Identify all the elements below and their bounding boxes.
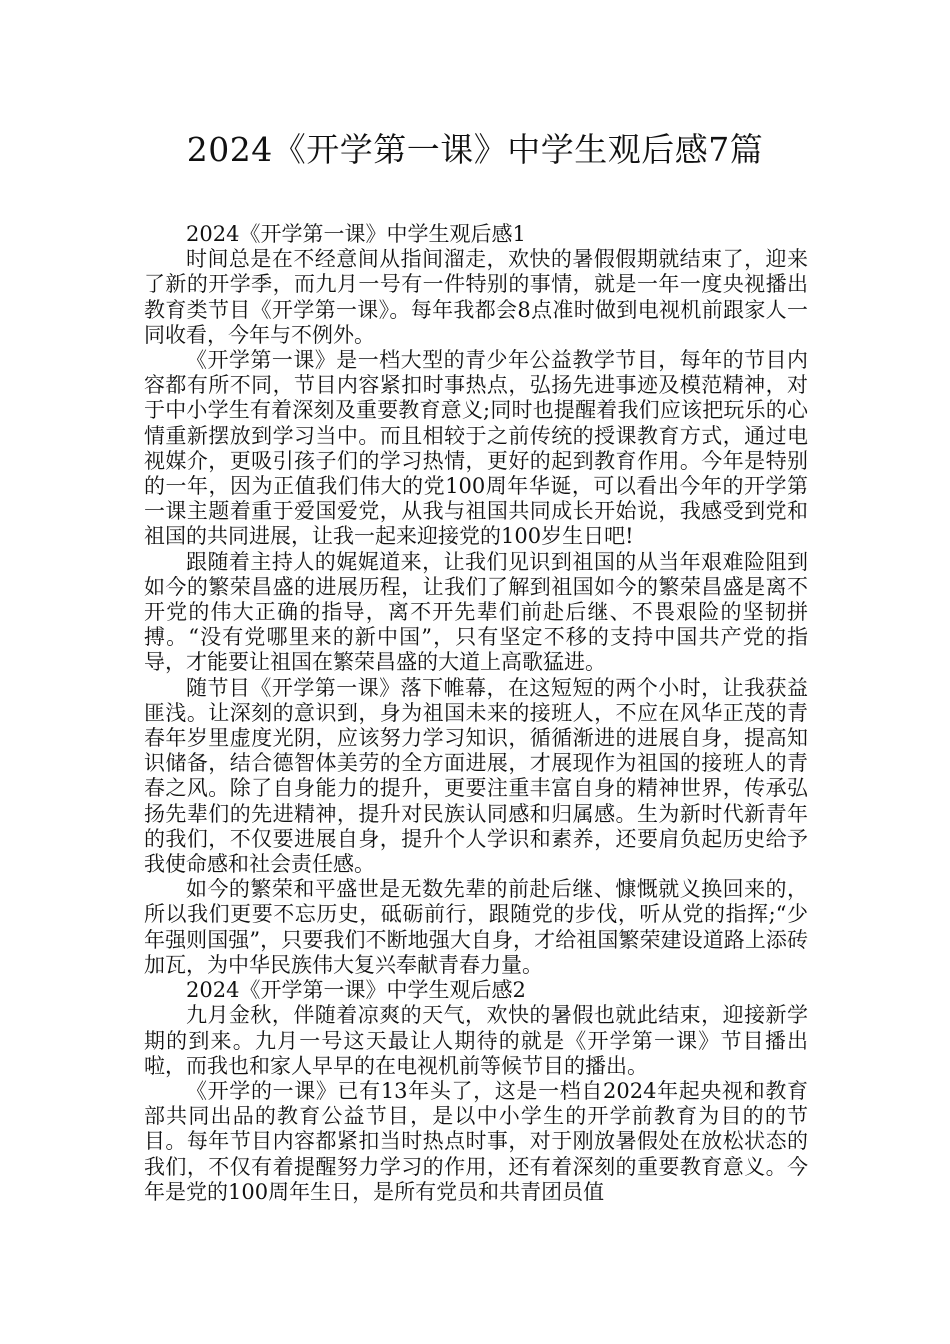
document-title: 2024《开学第一课》中学生观后感7篇	[186, 130, 764, 169]
paragraph: 跟随着主持人的娓娓道来，让我们见识到祖国的从当年艰难险阻到如今的繁荣昌盛的进展历程，让我们了解到祖国如今的繁荣昌盛是离不开党的伟大正确的指导，离不开先辈们前赴后继、不畏艰险的坚韧拼搏。“没有党哪里来的新中国”，只有坚定不移的支持中国共产党的指导，才能要让祖国在繁荣昌盛的大道上高歌猛进。	[144, 549, 808, 675]
paragraph: 随节目《开学第一课》落下帷幕，在这短短的两个小时，让我获益匪浅。让深刻的意识到，身为祖国未来的接班人，不应在风华正茂的青春年岁里虚度光阴，应该努力学习知识，循循渐进的进展自身，提高知识储备，结合德智体美劳的全方面进展，才展现作为祖国的接班人的青春之风。除了自身能力的提升，更要注重丰富自身的精神世界，传承弘扬先辈们的先进精神，提升对民族认同感和归属感。生为新时代新青年的我们，不仅要进展自身，提升个人学识和素养，还要肩负起历史给予我使命感和社会责任感。	[144, 675, 808, 877]
section-heading: 2024《开学第一课》中学生观后感1	[186, 222, 526, 246]
paragraph: 如今的繁荣和平盛世是无数先辈的前赴后继、慷慨就义换回来的，所以我们更要不忘历史，砥砺前行，跟随党的步伐，听从党的指挥;“少年强则国强”，只要我们不断地强大自身，才给祖国繁荣建设道路上添砖加瓦，为中华民族伟大复兴奉献青春力量。	[144, 877, 808, 977]
paragraph: 《开学的一课》已有13年头了，这是一档自2024年起央视和教育部共同出品的教育公益节目，是以中小学生的开学前教育为目的的节目。每年节目内容都紧扣当时热点时事，对于刚放暑假处在放松状态的我们，不仅有着提醒努力学习的作用，还有着深刻的重要教育意义。今年是党的100周年生日，是所有党员和共青团员值	[144, 1078, 808, 1204]
document-body	[144, 222, 808, 1205]
paragraph: 时间总是在不经意间从指间溜走，欢快的暑假假期就结束了，迎来了新的开学季，而九月一号有一件特别的事情，就是一年一度央视播出教育类节目《开学第一课》。每年我都会8点准时做到电视机前跟家人一同收看，今年与不例外。	[144, 247, 808, 347]
paragraph: 《开学第一课》是一档大型的青少年公益教学节目，每年的节目内容都有所不同，节目内容紧扣时事热点，弘扬先进事迹及模范精神，对于中小学生有着深刻及重要教育意义;同时也提醒着我们应该把玩乐的心情重新摆放到学习当中。而且相较于之前传统的授课教育方式，通过电视媒介，更吸引孩子们的学习热情，更好的起到教育作用。今年是特别的一年，因为正值我们伟大的党100周年华诞，可以看出今年的开学第一课主题着重于爱国爱党，从我与祖国共同成长开始说，我感受到党和祖国的共同进展，让我一起来迎接党的100岁生日吧!	[144, 348, 808, 549]
section-heading: 2024《开学第一课》中学生观后感2	[186, 978, 526, 1003]
paragraph: 九月金秋，伴随着凉爽的天气，欢快的暑假也就此结束，迎接新学期的到来。九月一号这天最让人期待的就是《开学第一课》节目播出啦，而我也和家人早早的在电视机前等候节目的播出。	[144, 1003, 808, 1078]
